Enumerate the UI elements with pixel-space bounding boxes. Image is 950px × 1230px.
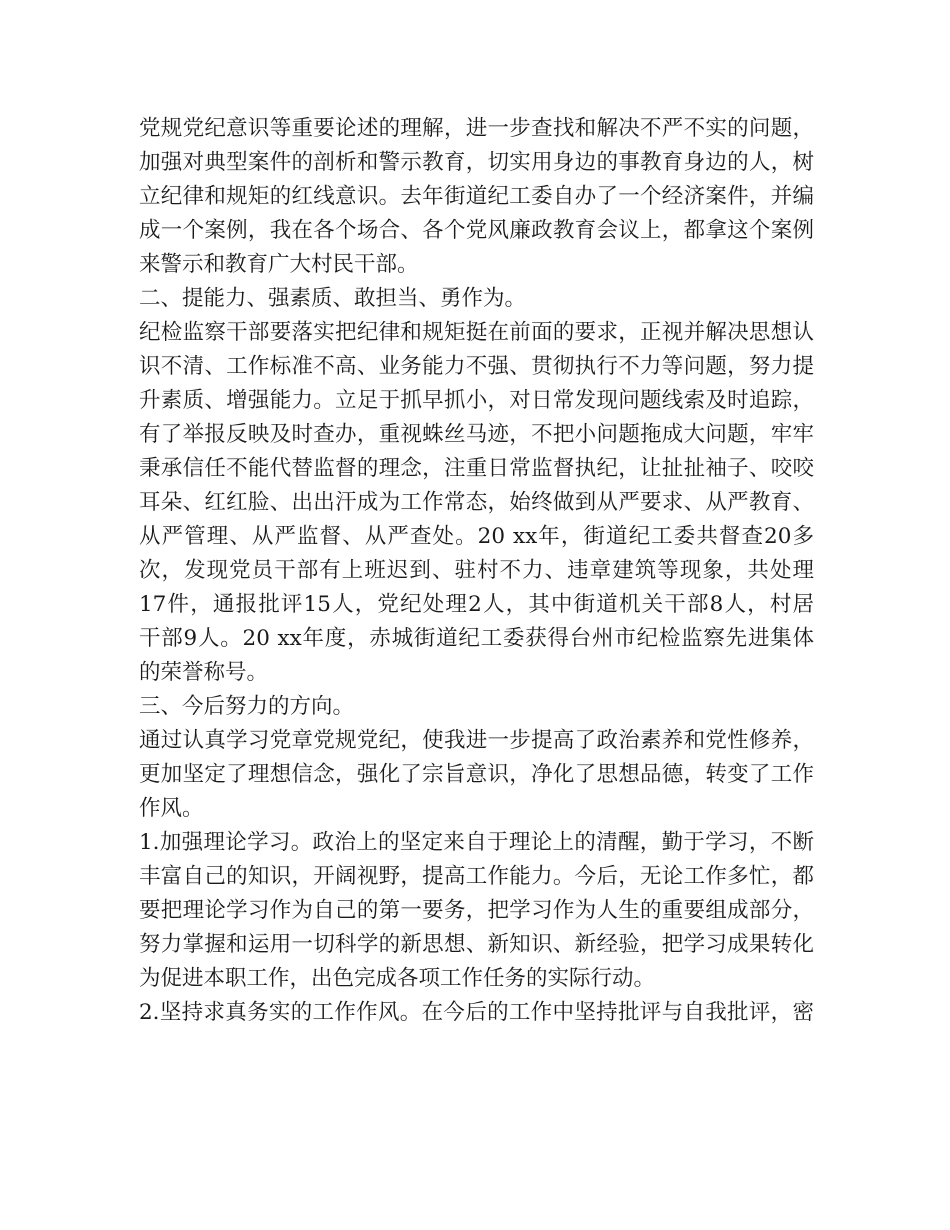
text-line: 立纪律和规矩的红线意识。去年街道纪工委自办了一个经济案件，并编 bbox=[139, 184, 814, 209]
text-line: 通过认真学习党章党规党纪，使我进一步提高了政治素养和党性修养， bbox=[139, 728, 814, 753]
text-line: 2.坚持求真务实的工作作风。在今后的工作中坚持批评与自我批评，密 bbox=[139, 1000, 814, 1025]
text-line: 1.加强理论学习。政治上的坚定来自于理论上的清醒，勤于学习，不断 bbox=[139, 830, 814, 855]
text-line: 要把理论学习作为自己的第一要务，把学习作为人生的重要组成部分， bbox=[139, 898, 814, 923]
text-line: 从严管理、从严监督、从严查处。20 xx年，街道纪工委共督查20多 bbox=[139, 524, 814, 549]
text-line: 升素质、增强能力。立足于抓早抓小，对日常发现问题线索及时追踪， bbox=[139, 388, 814, 413]
text-line: 更加坚定了理想信念，强化了宗旨意识，净化了思想品德，转变了工作 bbox=[139, 762, 814, 787]
text-line: 纪检监察干部要落实把纪律和规矩挺在前面的要求，正视并解决思想认 bbox=[139, 320, 814, 345]
text-line: 干部9人。20 xx年度，赤城街道纪工委获得台州市纪检监察先进集体 bbox=[139, 626, 814, 651]
document-page bbox=[139, 112, 814, 1030]
text-line: 耳朵、红红脸、出出汗成为工作常态，始终做到从严要求、从严教育、 bbox=[139, 490, 814, 515]
text-line: 有了举报反映及时查办，重视蛛丝马迹，不把小问题拖成大问题，牢牢 bbox=[139, 422, 814, 447]
heading-text: 三、今后努力的方向。 bbox=[139, 694, 355, 719]
text-line: 的荣誉称号。 bbox=[139, 660, 269, 685]
text-line: 党规党纪意识等重要论述的理解，进一步查找和解决不严不实的问题， bbox=[139, 116, 814, 141]
paragraph-4 bbox=[139, 826, 814, 996]
paragraph-3 bbox=[139, 724, 814, 826]
text-line: 秉承信任不能代替监督的理念，注重日常监督执纪，让扯扯袖子、咬咬 bbox=[139, 456, 814, 481]
text-line: 成一个案例，我在各个场合、各个党风廉政教育会议上，都拿这个案例 bbox=[139, 218, 814, 243]
paragraph-1 bbox=[139, 112, 814, 282]
text-line: 加强对典型案件的剖析和警示教育，切实用身边的事教育身边的人，树 bbox=[139, 150, 814, 175]
text-line: 次，发现党员干部有上班迟到、驻村不力、违章建筑等现象，共处理 bbox=[139, 558, 814, 583]
text-line: 17件，通报批评15人，党纪处理2人，其中街道机关干部8人，村居 bbox=[139, 592, 814, 617]
heading-text: 二、提能力、强素质、敢担当、勇作为。 bbox=[139, 286, 527, 311]
text-line: 丰富自己的知识，开阔视野，提高工作能力。今后，无论工作多忙，都 bbox=[139, 864, 814, 889]
text-line: 来警示和教育广大村民干部。 bbox=[139, 252, 419, 277]
paragraph-5 bbox=[139, 996, 814, 1030]
text-line: 识不清、工作标准不高、业务能力不强、贯彻执行不力等问题，努力提 bbox=[139, 354, 814, 379]
section-heading-3 bbox=[139, 690, 814, 724]
section-heading-2 bbox=[139, 282, 814, 316]
text-line: 为促进本职工作，出色完成各项工作任务的实际行动。 bbox=[139, 966, 656, 991]
paragraph-2 bbox=[139, 316, 814, 690]
text-line: 作风。 bbox=[139, 796, 204, 821]
text-line: 努力掌握和运用一切科学的新思想、新知识、新经验，把学习成果转化 bbox=[139, 932, 814, 957]
